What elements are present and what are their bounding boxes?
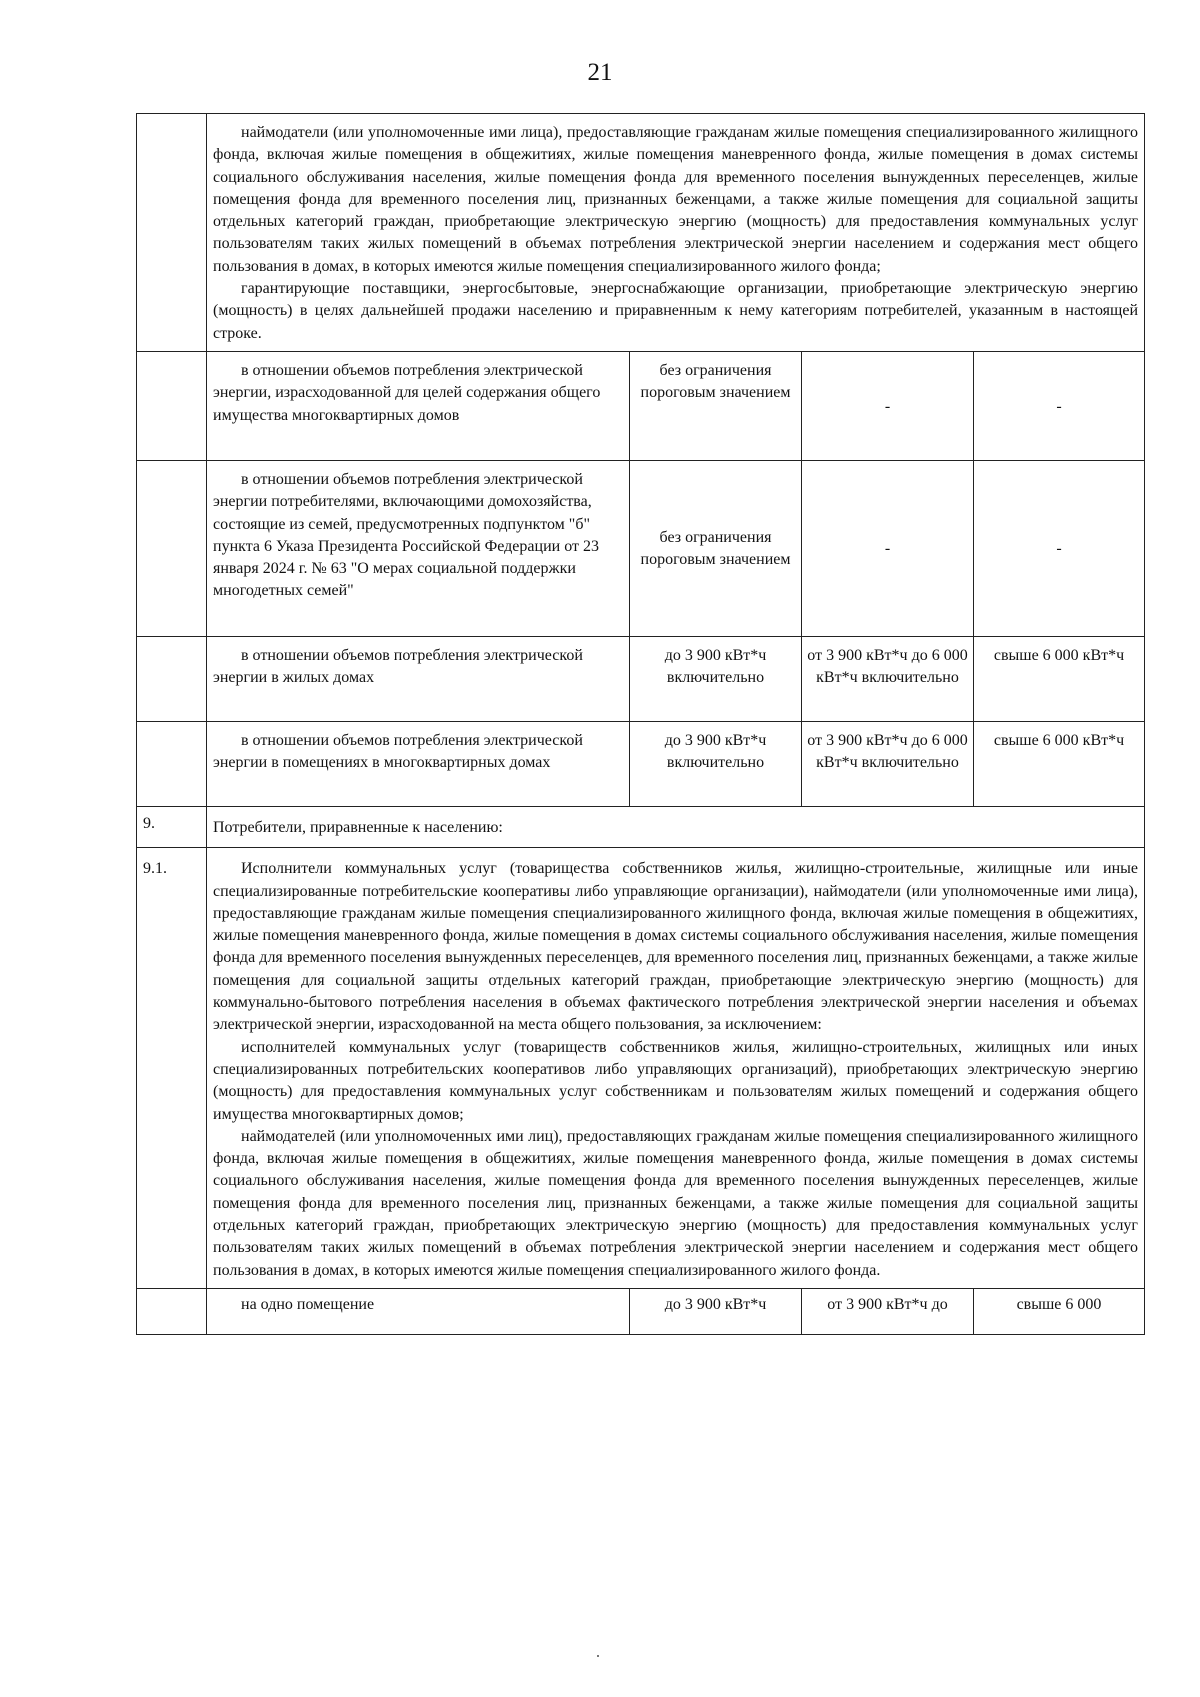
scan-speck: [597, 1655, 599, 1657]
consumption-label: в отношении объемов потребления электрической энергии в помещениях в многоквартирных домах: [213, 731, 583, 772]
range-1-cell: без ограничения пороговым значением: [630, 351, 802, 460]
section-text-cell: [207, 848, 1145, 1289]
tariff-table: [136, 113, 1145, 1335]
range-3-cell: -: [974, 460, 1145, 636]
row-number-cell: [137, 1288, 207, 1334]
consumption-label-cell: [207, 1288, 630, 1334]
table-row: [137, 1288, 1145, 1334]
section-paragraph: Исполнители коммунальных услуг (товарищества собственников жилья, жилищно-строительные, жилищные или иные специализированные потребительские кооперативы либо управляющие организации), наймодатели (или уполномоченные ими лица), предоставляющие гражданам жилые помещения специализированного жилищного фонда, включая жилые помещения в общежитиях, жилые помещения маневренного фонда, жилые помещения в домах системы социального обслуживания населения, жилые помещения фонда для временного поселения вынужденных переселенцев, для временного поселения лиц, признанных беженцами, а также жилые помещения для социальной защиты отдельных категорий граждан, приобретающие электрическую энергию (мощность) для коммунально-бытового потребления населения в объемах фактического потребления электрической энергии населения и объемах электрической энергии, израсходованной на места общего пользования, за исключением:: [213, 860, 1138, 1034]
page-number: 21: [587, 59, 613, 86]
section-number: 9.: [137, 806, 207, 847]
intro-paragraph: наймодатели (или уполномоченные ими лица), предоставляющие гражданам жилые помещения специализированного жилищного фонда, включая жилые помещения в общежитиях, жилые помещения маневренного фонда, жилые помещения в домах системы социального обслуживания населения, жилые помещения фонда для временного поселения вынужденных переселенцев, жилые помещения фонда для временного поселения лиц, признанных беженцами, а также жилые помещения для социальной защиты отдельных категорий граждан, приобретающие электрическую энергию (мощность) для предоставления коммунальных услуг пользователям таких жилых помещений в объемах потребления электрической энергии населением и содержания мест общего пользования в домах, в которых имеются жилые помещения специализированного жилого фонда;: [213, 124, 1138, 275]
consumption-label: на одно помещение: [241, 1295, 375, 1313]
table-row: [137, 721, 1145, 806]
section-9-1-row: [137, 848, 1145, 1289]
range-3-cell: свыше 6 000 кВт*ч: [974, 636, 1145, 721]
consumption-label-cell: [207, 721, 630, 806]
row-number-cell: [137, 460, 207, 636]
consumption-label: в отношении объемов потребления электрической энергии, израсходованной для целей содержания общего имущества многоквартирных домов: [213, 361, 601, 424]
intro-paragraph: гарантирующие поставщики, энергосбытовые, энергоснабжающие организации, приобретающие электрическую энергию (мощность) в целях дальнейшей продажи населению и приравненным к нему категориям потребителей, указанным в настоящей строке.: [213, 280, 1138, 342]
row-number-cell: [137, 721, 207, 806]
range-3-cell: -: [974, 351, 1145, 460]
consumption-label-cell: [207, 460, 630, 636]
intro-row: [137, 114, 1145, 352]
section-paragraph: исполнителей коммунальных услуг (товариществ собственников жилья, жилищно-строительных, жилищных или иных специализированных потребительских кооперативов либо управляющих организаций), приобретающих электрическую энергию (мощность) для предоставления коммунальных услуг собственникам и пользователям жилых помещений и содержания общего имущества многоквартирных домов;: [213, 1038, 1138, 1123]
row-number-cell: [137, 114, 207, 352]
consumption-label: в отношении объемов потребления электрической энергии в жилых домах: [213, 646, 583, 687]
range-1-cell: без ограничения пороговым значением: [630, 460, 802, 636]
consumption-label-cell: [207, 351, 630, 460]
table-row: [137, 460, 1145, 636]
section-title: Потребители, приравненные к населению:: [207, 806, 1145, 847]
row-number-cell: [137, 351, 207, 460]
range-1-cell: до 3 900 кВт*ч: [630, 1288, 802, 1334]
range-1-cell: до 3 900 кВт*ч включительно: [630, 721, 802, 806]
range-1-cell: до 3 900 кВт*ч включительно: [630, 636, 802, 721]
section-paragraph: наймодателей (или уполномоченных ими лиц), предоставляющих гражданам жилые помещения специализированного жилищного фонда, включая жилые помещения в общежитиях, жилые помещения маневренного фонда, жилые помещения в домах системы социального обслуживания населения, жилые помещения фонда для временного поселения вынужденных переселенцев, жилые помещения фонда для временного поселения лиц, признанных беженцами, а также жилые помещения для социальной защиты отдельных категорий граждан, приобретающих электрическую энергию (мощность) для предоставления коммунальных услуг пользователям таких жилых помещений в объемах потребления электрической энергии населением и содержания мест общего пользования в домах, в которых имеются жилые помещения специализированного жилого фонда.: [213, 1127, 1138, 1279]
range-3-cell: свыше 6 000 кВт*ч: [974, 721, 1145, 806]
section-9-row: [137, 806, 1145, 847]
consumption-label-cell: [207, 636, 630, 721]
range-2-cell: от 3 900 кВт*ч до 6 000 кВт*ч включительно: [802, 721, 974, 806]
range-2-cell: -: [802, 351, 974, 460]
intro-text-cell: [207, 114, 1145, 352]
range-2-cell: -: [802, 460, 974, 636]
section-number: 9.1.: [137, 848, 207, 1289]
range-2-cell: от 3 900 кВт*ч до: [802, 1288, 974, 1334]
consumption-label: в отношении объемов потребления электрической энергии потребителями, включающими домохозяйства, состоящие из семей, предусмотренных подпунктом "б" пункта 6 Указа Президента Российской Федерации от 23 января 2024 г. № 63 "О мерах социальной поддержки многодетных семей": [213, 470, 599, 600]
range-3-cell: свыше 6 000: [974, 1288, 1145, 1334]
table-row: [137, 351, 1145, 460]
range-2-cell: от 3 900 кВт*ч до 6 000 кВт*ч включительно: [802, 636, 974, 721]
table-row: [137, 636, 1145, 721]
row-number-cell: [137, 636, 207, 721]
